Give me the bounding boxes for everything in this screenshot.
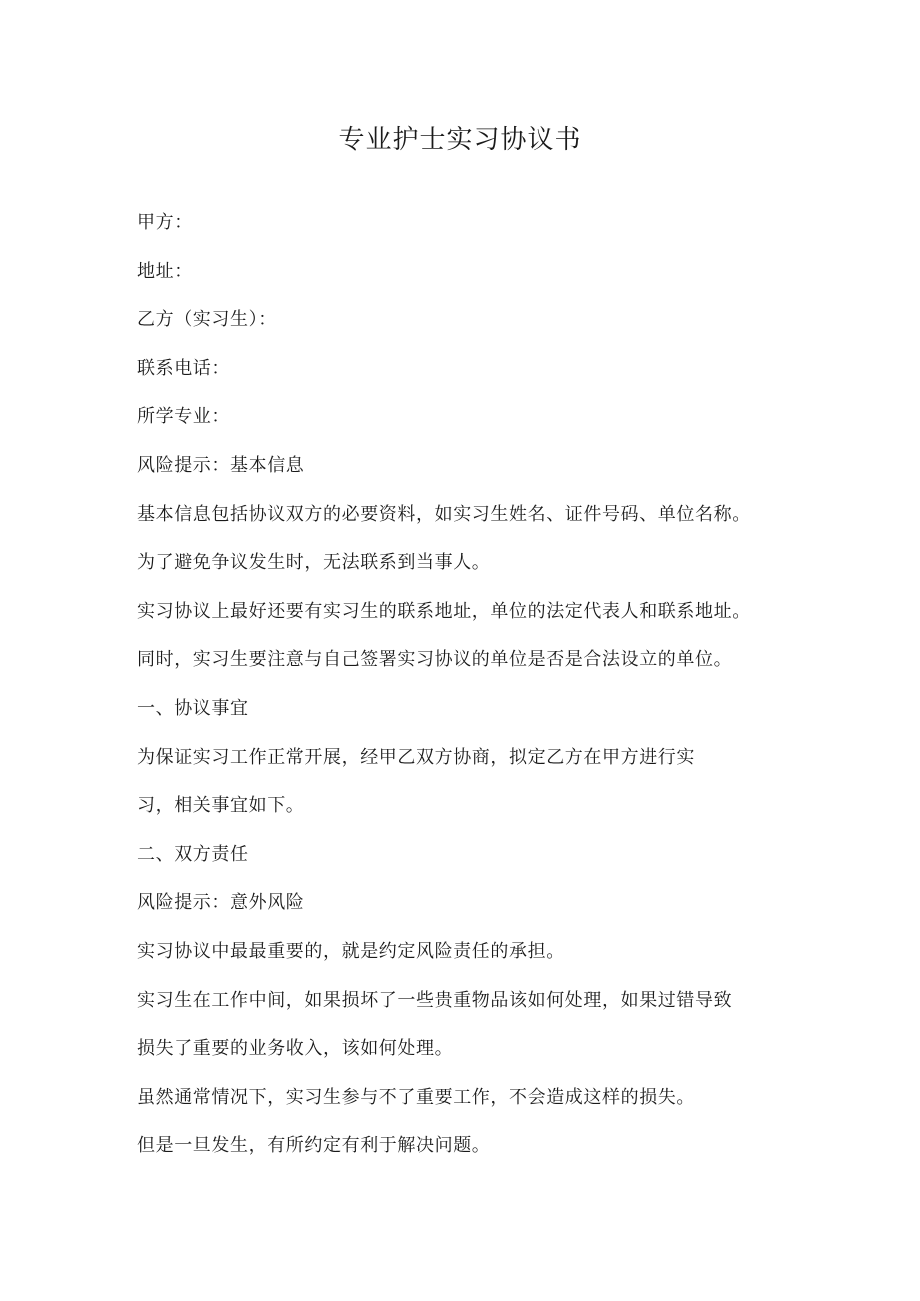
paragraph-line: 同时，实习生要注意与自己签署实习协议的单位是否是合法设立的单位。: [137, 649, 733, 671]
paragraph-line: 实习协议上最好还要有实习生的联系地址，单位的法定代表人和联系地址。: [137, 600, 751, 622]
party-a-field: 甲方：: [137, 212, 193, 233]
phone-field: 联系电话：: [137, 357, 230, 379]
paragraph-line: 但是一旦发生，有所约定有利于解决问题。: [137, 1135, 491, 1157]
paragraph-line: 实习协议中最最重要的，就是约定风险责任的承担。: [137, 940, 565, 962]
section-heading-responsibilities: 二、双方责任: [137, 843, 249, 865]
major-field: 所学专业：: [137, 406, 230, 428]
paragraph-line: 虽然通常情况下，实习生参与不了重要工作，不会造成这样的损失。: [137, 1086, 695, 1108]
document-body: [137, 199, 797, 1171]
document-title: 专业护士实习协议书: [338, 125, 582, 155]
paragraph-line: 习，相关事宜如下。: [137, 795, 305, 817]
address-field: 地址：: [137, 260, 193, 282]
paragraph-line: 基本信息包括协议双方的必要资料，如实习生姓名、证件号码、单位名称。: [137, 503, 751, 525]
party-b-field: 乙方（实习生）：: [137, 309, 277, 331]
paragraph-line: 为了避免争议发生时，无法联系到当事人。: [137, 552, 491, 574]
paragraph-line: 为保证实习工作正常开展，经甲乙双方协商，拟定乙方在甲方进行实: [137, 746, 695, 768]
risk-tip-basic-info: 风险提示：基本信息: [137, 454, 305, 476]
paragraph-line: 损失了重要的业务收入，该如何处理。: [137, 1038, 454, 1060]
paragraph-line: 实习生在工作中间，如果损坏了一些贵重物品该如何处理，如果过错导致: [137, 989, 733, 1011]
risk-tip-accident: 风险提示：意外风险: [137, 892, 305, 914]
section-heading-agreement: 一、协议事宜: [137, 697, 249, 719]
